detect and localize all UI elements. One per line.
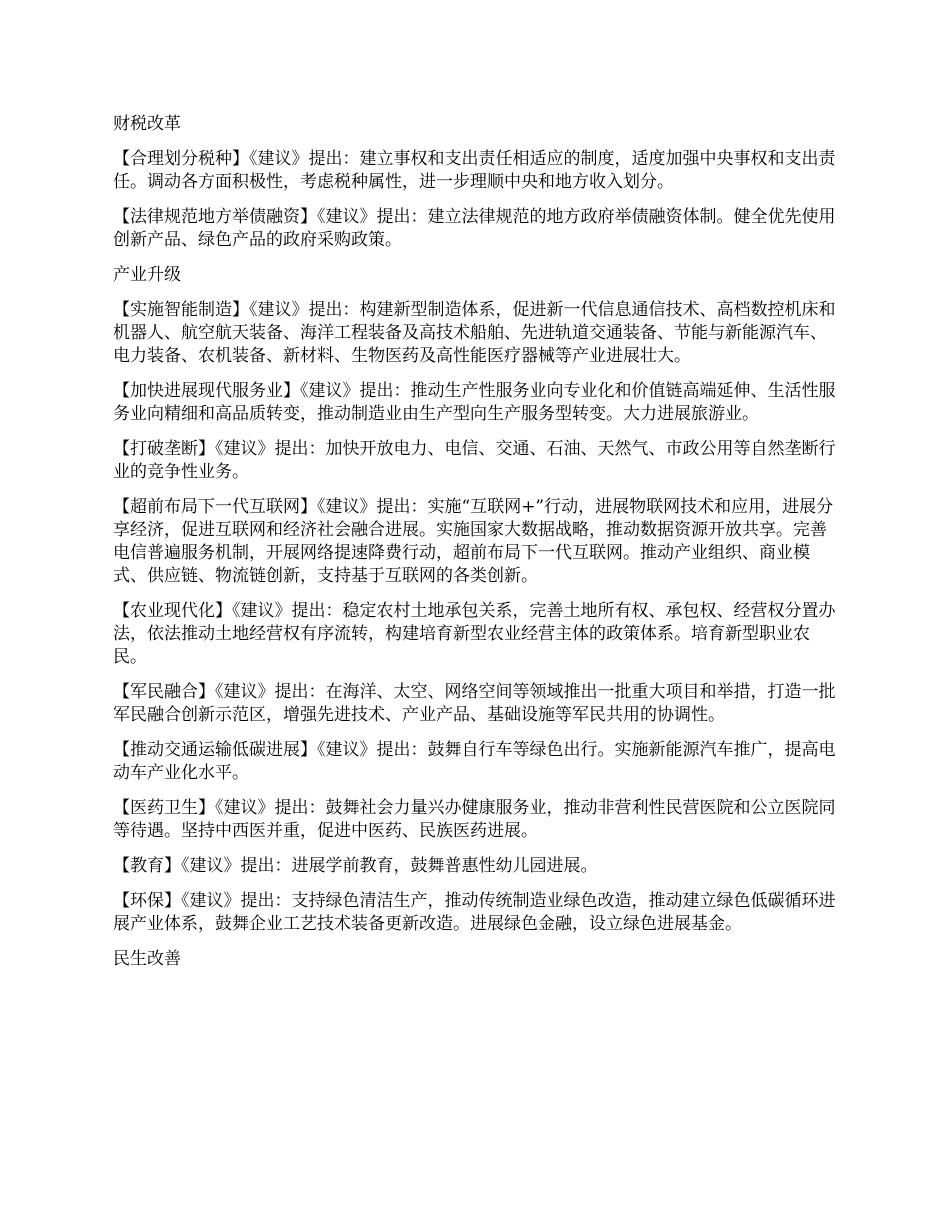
paragraph-low-carbon-transport: 【推动交通运输低碳进展】《建议》提出：鼓舞自行车等绿色出行。实施新能源汽车推广，提高电动车产业化水平。 xyxy=(113,740,836,783)
paragraph-agricultural-modernization: 【农业现代化】《建议》提出：稳定农村土地承包关系，完善土地所有权、承包权、经营权分置办法，依法推动土地经营权有序流转，构建培育新型农业经营主体的政策体系。培育新型职业农民。 xyxy=(113,601,836,667)
paragraph-healthcare: 【医药卫生】《建议》提出：鼓舞社会力量兴办健康服务业，推动非营利性民营医院和公立医院同等待遇。坚持中西医并重，促进中医药、民族医药进展。 xyxy=(113,798,836,841)
section-heading-livelihood: 民生改善 xyxy=(113,949,181,969)
paragraph-civil-military-integration: 【军民融合】《建议》提出：在海洋、太空、网络空间等领域推出一批重大项目和举措，打造一批军民融合创新示范区，增强先进技术、产业产品、基础设施等军民共用的协调性。 xyxy=(113,682,836,725)
paragraph-modern-services: 【加快进展现代服务业】《建议》提出：推动生产性服务业向专业化和价值链高端延伸、生活性服务业向精细和高品质转变，推动制造业由生产型向生产服务型转变。大力进展旅游业。 xyxy=(113,381,836,424)
paragraph-education: 【教育】《建议》提出：进展学前教育，鼓舞普惠性幼儿园进展。 xyxy=(113,856,598,876)
paragraph-break-monopoly: 【打破垄断】《建议》提出：加快开放电力、电信、交通、石油、天然气、市政公用等自然垄断行业的竞争性业务。 xyxy=(113,439,836,482)
paragraph-smart-manufacturing: 【实施智能制造】《建议》提出：构建新型制造体系，促进新一代信息通信技术、高档数控机床和机器人、航空航天装备、海洋工程装备及高技术船舶、先进轨道交通装备、节能与新能源汽车、电力装备、农机装备、新材料、生物医药及高性能医疗器械等产业进展壮大。 xyxy=(113,300,836,366)
paragraph-next-gen-internet: 【超前布局下一代互联网】《建议》提出：实施“互联网+”行动，进展物联网技术和应用，进展分享经济，促进互联网和经济社会融合进展。实施国家大数据战略，推动数据资源开放共享。完善电信普遍服务机制，开展网络提速降费行动，超前布局下一代互联网。推动产业组织、商业模式、供应链、物流链创新，支持基于互联网的各类创新。 xyxy=(113,497,834,586)
paragraph-environment: 【环保】《建议》提出：支持绿色清洁生产，推动传统制造业绿色改造，推动建立绿色低碳循环进展产业体系，鼓舞企业工艺技术装备更新改造。进展绿色金融，设立绿色进展基金。 xyxy=(113,891,836,934)
section-heading-industrial-upgrade: 产业升级 xyxy=(113,265,181,285)
paragraph-tax-division: 【合理划分税种】《建议》提出：建立事权和支出责任相适应的制度，适度加强中央事权和支出责任。调动各方面积极性，考虑税种属性，进一步理顺中央和地方收入划分。 xyxy=(113,149,836,192)
document-body xyxy=(113,113,841,983)
section-heading-fiscal-tax-reform: 财税改革 xyxy=(113,114,181,134)
paragraph-local-debt-financing: 【法律规范地方举债融资】《建议》提出：建立法律规范的地方政府举债融资体制。健全优先使用创新产品、绿色产品的政府采购政策。 xyxy=(113,207,836,250)
